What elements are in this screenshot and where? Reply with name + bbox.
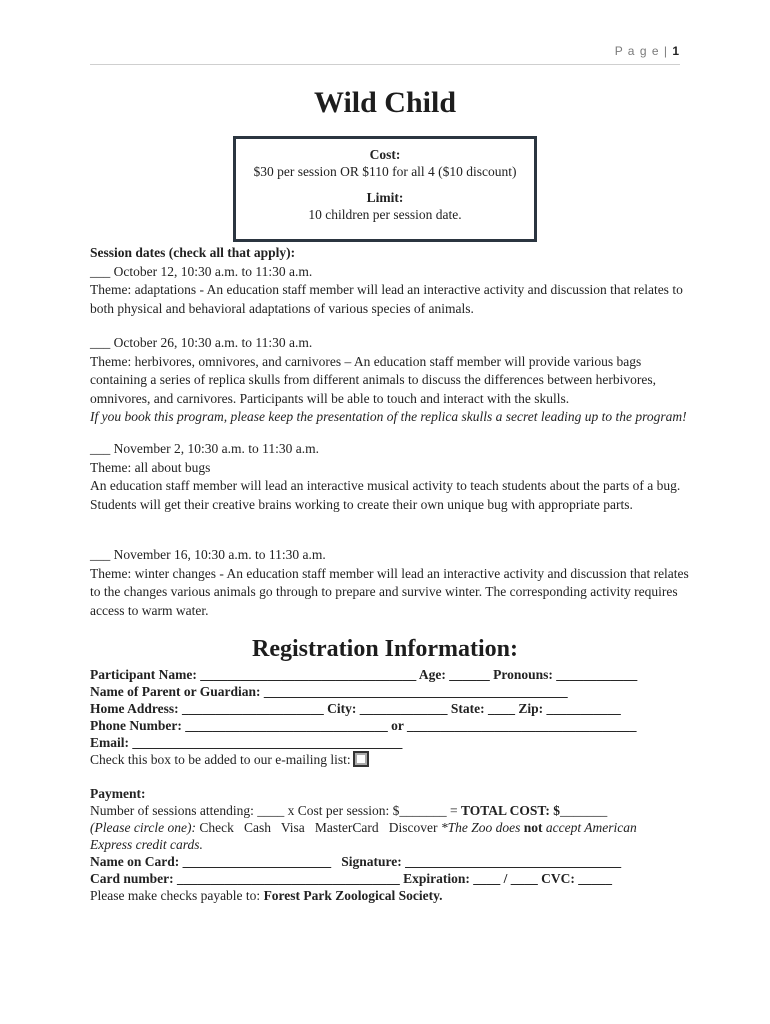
registration-form xyxy=(90,666,690,904)
payable-text: Please make checks payable to: xyxy=(90,888,261,903)
amex-note-1: *The Zoo does xyxy=(440,820,521,835)
cost-text: $30 per session OR $110 for all 4 ($10 discount) xyxy=(253,164,517,179)
page-number: 1 xyxy=(672,44,680,58)
amex-note-2b: Express credit cards. xyxy=(90,837,203,852)
payment-heading: Payment: xyxy=(90,786,146,801)
session-4-theme: Theme: winter changes - An education staff member will lead an interactive activity and discussion that relates to the changes various animals go through to prepare and survive winter. The corresponding activity requires access to warm water. xyxy=(90,565,689,618)
page-label: P a g e xyxy=(614,44,660,58)
phone-field[interactable]: ______________________________ xyxy=(185,718,388,733)
zip-field[interactable]: ___________ xyxy=(546,701,621,716)
session-3-desc: An education staff member will lead an interactive musical activity to teach students about the parts of a bug. Students will get their creative brains working to create their own unique bug with appropriate parts. xyxy=(90,478,681,512)
pronouns-field[interactable]: ____________ xyxy=(556,667,638,682)
cost-box xyxy=(233,136,537,242)
session-3-date[interactable]: ___ November 2, 10:30 a.m. to 11:30 a.m. xyxy=(90,441,319,456)
payment-methods[interactable]: Check Cash Visa MasterCard Discover xyxy=(199,820,438,835)
phone-row xyxy=(90,717,690,734)
expiration-label: Expiration: xyxy=(403,871,470,886)
sessions-section xyxy=(90,244,690,318)
session-2-date[interactable]: ___ October 26, 10:30 a.m. to 11:30 a.m. xyxy=(90,335,313,350)
age-field[interactable]: ______ xyxy=(449,667,490,682)
phone-label: Phone Number: xyxy=(90,718,182,733)
parent-row xyxy=(90,683,690,700)
session-2 xyxy=(90,334,690,427)
signature-field[interactable]: ________________________________ xyxy=(405,854,622,869)
mailing-checkbox[interactable] xyxy=(353,751,369,767)
card-number-row xyxy=(90,870,690,887)
card-name-field[interactable]: ______________________ xyxy=(182,854,332,869)
participant-field[interactable]: ________________________________ xyxy=(200,667,417,682)
limit-text: 10 children per session date. xyxy=(308,207,462,222)
circle-one-label: (Please circle one): xyxy=(90,820,196,835)
card-name-label: Name on Card: xyxy=(90,854,180,869)
parent-label: Name of Parent or Guardian: xyxy=(90,684,261,699)
expiration-field[interactable]: ____ / ____ xyxy=(473,871,538,886)
participant-label: Participant Name: xyxy=(90,667,197,682)
or-label: or xyxy=(391,718,404,733)
sessions-cost-text[interactable]: Number of sessions attending: ____ x Cost per session: $_______ = xyxy=(90,803,458,818)
sessions-cost-row xyxy=(90,802,690,819)
page-title: Wild Child xyxy=(313,86,457,119)
card-number-label: Card number: xyxy=(90,871,174,886)
session-3 xyxy=(90,440,690,514)
session-2-theme: Theme: herbivores, omnivores, and carnivores – An education staff member will provide various bags containing a series of replica skulls from different animals to discuss the differences between herbivores, omnivores, and carnivores. Participants will be able to touch and interact with the skulls. xyxy=(90,353,656,406)
amex-not: not xyxy=(523,820,543,835)
city-field[interactable]: _____________ xyxy=(359,701,448,716)
session-4 xyxy=(90,546,690,620)
page-header xyxy=(90,44,680,65)
payable-row xyxy=(90,887,690,904)
signature-label: Signature: xyxy=(341,854,402,869)
phone-alt-field[interactable]: __________________________________ xyxy=(407,718,637,733)
amex-note-2a: accept American xyxy=(545,820,637,835)
session-1-theme: Theme: adaptations - An education staff member will lead an interactive activity and discussion that relates to both physical and behavioral adaptations of various species of animals. xyxy=(90,282,683,316)
session-3-theme: Theme: all about bugs xyxy=(90,459,211,475)
email-label: Email: xyxy=(90,735,129,750)
session-2-note: If you book this program, please keep the presentation of the replica skulls a secret leading up to the program! xyxy=(90,409,687,424)
sessions-heading: Session dates (check all that apply): xyxy=(90,245,296,260)
zip-label: Zip: xyxy=(518,701,544,716)
cvc-field[interactable]: _____ xyxy=(578,871,613,886)
email-row xyxy=(90,734,690,751)
state-label: State: xyxy=(450,701,485,716)
session-4-date[interactable]: ___ November 16, 10:30 a.m. to 11:30 a.m. xyxy=(90,547,326,562)
cvc-label: CVC: xyxy=(541,871,575,886)
participant-row xyxy=(90,666,690,683)
card-number-field[interactable]: _________________________________ xyxy=(177,871,400,886)
address-field[interactable]: _____________________ xyxy=(182,701,324,716)
age-label: Age: xyxy=(418,667,446,682)
mailing-text: Check this box to be added to our e-mailing list: xyxy=(90,752,351,767)
card-name-row xyxy=(90,853,690,870)
parent-field[interactable]: _____________________________________________ xyxy=(263,684,568,699)
total-cost-field[interactable]: _______ xyxy=(560,803,608,818)
city-label: City: xyxy=(327,701,357,716)
session-1-date[interactable]: ___ October 12, 10:30 a.m. to 11:30 a.m. xyxy=(90,263,313,279)
limit-label: Limit: xyxy=(366,190,404,205)
pronouns-label: Pronouns: xyxy=(493,667,553,682)
total-cost-label: TOTAL COST: $ xyxy=(460,803,560,818)
email-field[interactable]: ________________________________________ xyxy=(132,735,403,750)
methods-row xyxy=(90,819,690,836)
address-label: Home Address: xyxy=(90,701,179,716)
state-field[interactable]: ____ xyxy=(488,701,516,716)
cost-label: Cost: xyxy=(369,147,401,162)
payable-org: Forest Park Zoological Society. xyxy=(263,888,443,903)
registration-title: Registration Information: xyxy=(252,636,518,662)
address-row xyxy=(90,700,690,717)
page-separator: | xyxy=(663,44,668,58)
mailing-row xyxy=(90,751,690,768)
